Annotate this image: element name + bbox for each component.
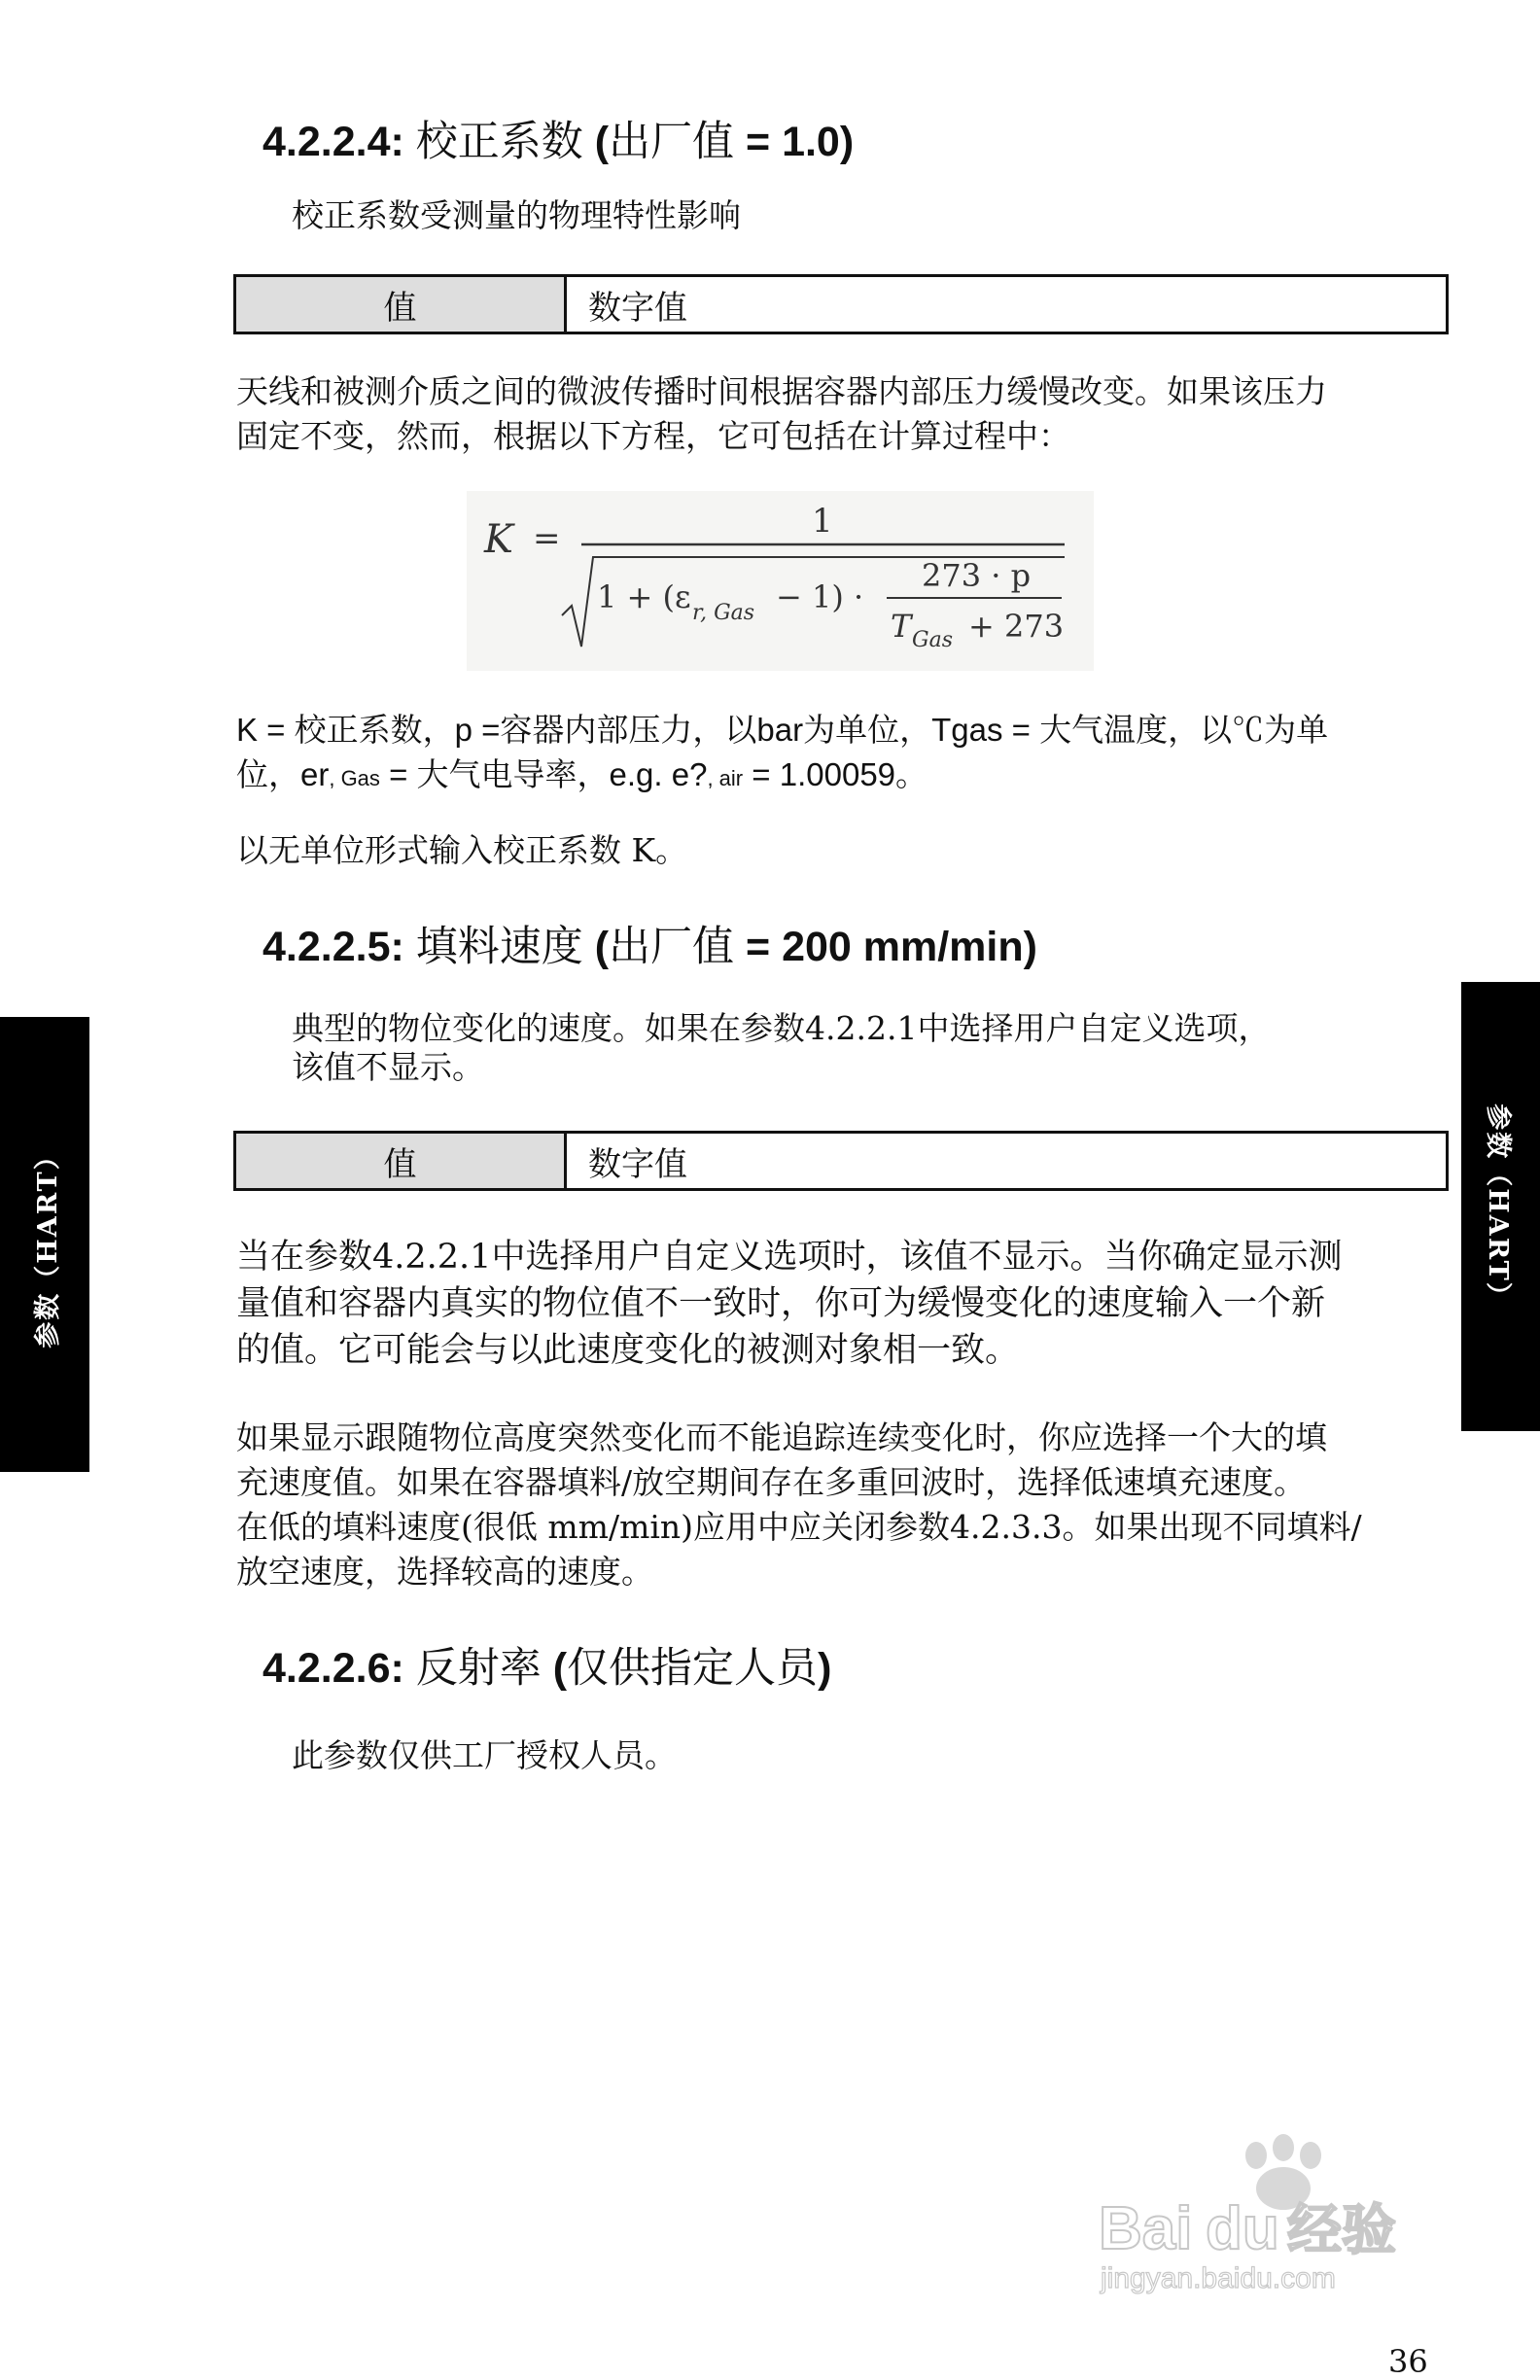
legend-subscript: , Gas (329, 766, 380, 790)
paragraph-line: 充速度值。如果在容器填料/放空期间存在多重回波时，选择低速填充速度。 (236, 1463, 1307, 1501)
formula-equals: = (533, 519, 561, 558)
side-tab-label: 参数（HART） (32, 1140, 63, 1348)
correction-factor-formula (467, 491, 1094, 671)
watermark-graphic (1089, 2134, 1478, 2299)
factory-value: = 200 mm/min) (734, 924, 1037, 970)
paragraph-line: 固定不变，然而，根据以下方程，它可包括在计算过程中： (236, 417, 1070, 455)
watermark-url: jingyan.baidu.com (1101, 2262, 1336, 2294)
paren-open: ( (582, 119, 610, 165)
paragraph-line: 天线和被测介质之间的微波传播时间根据容器内部压力缓慢改变。如果该压力 (236, 372, 1327, 410)
formula-sub-rgas: r, Gas (692, 601, 755, 625)
legend-subscript: , air (707, 766, 744, 790)
value-table (233, 274, 1449, 334)
paragraph-line: 量值和容器内真实的物位值不一致时，你可为缓慢变化的速度输入一个新 (236, 1284, 1326, 1323)
page-number: 36 (1388, 2343, 1428, 2380)
formula-inner-plus: + 273 (968, 608, 1065, 645)
section-number: 4.2.2.6: (262, 1645, 404, 1692)
section-intro: 此参数仅供工厂授权人员。 (292, 1736, 677, 1774)
section-number: 4.2.2.5: (262, 924, 404, 970)
table-value-cell: 数字值 (588, 288, 687, 328)
formula-lhs: K (484, 517, 513, 562)
legend-text: = 1.00059。 (743, 756, 928, 792)
restricted-label: 仅供指定人员 (567, 1644, 819, 1693)
legend-text: = 大气电导率，e.g. e? (379, 756, 708, 792)
section-intro-line: 该值不显示。 (292, 1048, 484, 1086)
section-heading-4224 (262, 109, 854, 168)
formula-minus-one: − 1) · (776, 578, 864, 615)
formula-legend-line (236, 752, 1442, 801)
input-note: 以无单位形式输入校正系数 K。 (236, 831, 688, 869)
paragraph-line: 当在参数4.2.2.1中选择用户自定义选项时，该值不显示。当你确定显示测 (236, 1238, 1343, 1277)
paragraph-line: 放空速度，选择较高的速度。 (236, 1553, 653, 1591)
table-label-cell: 值 (236, 1134, 567, 1188)
formula-graphic (467, 491, 1094, 671)
section-intro-line: 典型的物位变化的速度。如果在参数4.2.2.1中选择用户自定义选项， (292, 1009, 1271, 1047)
table-label-cell: 值 (236, 277, 567, 332)
section-number: 4.2.2.4: (262, 119, 404, 165)
side-tab-left (0, 1017, 89, 1472)
factory-value-label: 出厂值 (609, 118, 735, 166)
paragraph-line: 在低的填料速度(很低 mm/min)应用中应关闭参数4.2.3.3。如果出现不同填料/ (236, 1508, 1362, 1546)
paren-open: ( (541, 1645, 568, 1692)
paren-close: ) (818, 1645, 832, 1692)
paragraph-line: 如果显示跟随物位高度突然变化而不能追踪连续变化时，你应选择一个大的填 (236, 1418, 1327, 1456)
side-tab-label: 参数（HART） (1483, 1102, 1514, 1311)
section-title: 填料速度 (415, 923, 583, 971)
baidu-jingyan-watermark (1089, 2134, 1478, 2299)
section-heading-4225 (262, 914, 1037, 973)
section-title: 反射率 (415, 1644, 542, 1693)
value-table (233, 1131, 1449, 1191)
section-title: 校正系数 (415, 118, 583, 166)
paren-open: ( (582, 924, 610, 970)
factory-value-label: 出厂值 (609, 923, 735, 971)
factory-value: = 1.0) (734, 119, 855, 165)
section-intro: 校正系数受测量的物理特性影响 (292, 196, 741, 234)
legend-text: K = 校正系数，p =容器内部压力，以bar为单位，Tgas = 大气温度，以℃为单 (236, 712, 1329, 748)
watermark-bai: Bai (1099, 2195, 1193, 2262)
watermark-du: du (1206, 2195, 1279, 2262)
watermark-jingyan: 经验 (1287, 2199, 1396, 2262)
section-heading-4226 (262, 1635, 831, 1695)
formula-inner-gas: Gas (912, 628, 953, 652)
formula-inner-numerator: 273 · p (922, 557, 1032, 594)
formula-numerator: 1 (812, 502, 833, 541)
formula-one-plus: 1 + (ε (597, 578, 691, 615)
formula-inner-T: T (891, 608, 912, 645)
formula-legend-line (236, 708, 1442, 752)
paragraph-line: 的值。它可能会与以此速度变化的被测对象相一致。 (236, 1331, 1020, 1370)
side-tab-right (1461, 982, 1540, 1431)
legend-text: 位，er (236, 756, 330, 792)
table-value-cell: 数字值 (588, 1144, 687, 1184)
